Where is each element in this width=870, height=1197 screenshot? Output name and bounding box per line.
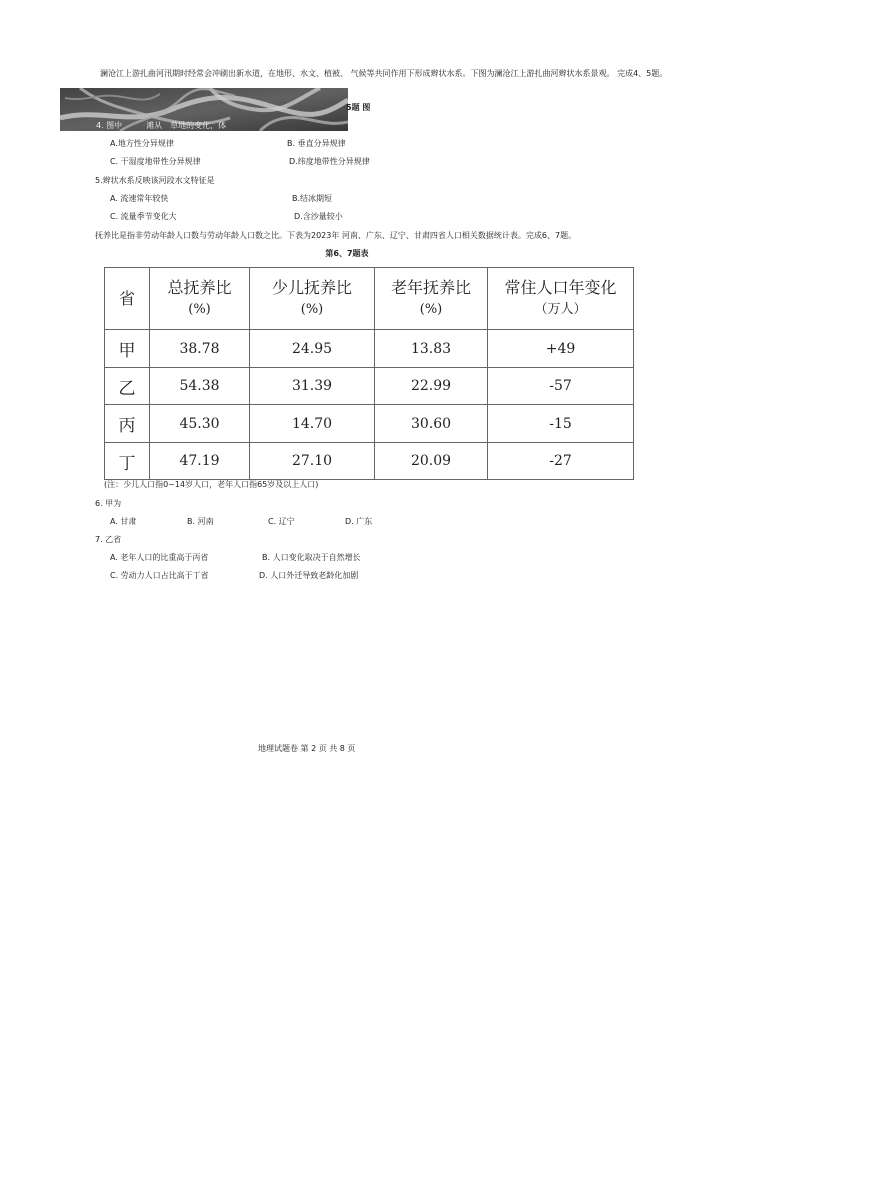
q4-option-b: B. 垂直分异规律 — [287, 139, 346, 148]
table-row — [105, 443, 634, 480]
cell-province: 甲 — [105, 330, 150, 368]
q4-option-a: A.地方性分异规律 — [110, 139, 174, 148]
cell-total-ratio: 54.38 — [150, 368, 250, 405]
table-row — [105, 405, 634, 443]
q7-option-c: C. 劳动力人口占比高于丁省 — [110, 571, 209, 580]
page-footer: 地理试题卷 第 2 页 共 8 页 — [258, 744, 356, 753]
header-elderly-ratio — [375, 268, 488, 330]
header-total-ratio — [150, 268, 250, 330]
cell-population-change: -27 — [488, 443, 634, 480]
table-caption: 第6、7题表 — [325, 249, 369, 258]
q6-option-a: A. 甘肃 — [110, 517, 137, 526]
header-province-title: 省 — [118, 288, 135, 308]
q5-option-b: B.结冰期短 — [292, 194, 333, 203]
q7-option-a: A. 老年人口的比重高于丙省 — [110, 553, 209, 562]
header-child-ratio — [250, 268, 375, 330]
q4-option-c: C. 干湿度地带性分异规律 — [110, 157, 201, 166]
cell-child-ratio: 31.39 — [250, 368, 375, 405]
table-row — [105, 368, 634, 405]
cell-total-ratio: 47.19 — [150, 443, 250, 480]
table-header-row — [105, 268, 634, 330]
cell-population-change: +49 — [488, 330, 634, 368]
q7-stem: 7. 乙省 — [95, 535, 122, 544]
q7-option-b: B. 人口变化取决于自然增长 — [262, 553, 361, 562]
q6-option-d: D. 广东 — [345, 517, 373, 526]
cell-elderly-ratio: 20.09 — [375, 443, 488, 480]
q6-option-b: B. 河南 — [187, 517, 214, 526]
header-child-ratio-title: 少儿抚养比 — [271, 277, 352, 297]
q5-option-d: D.含沙量较小 — [294, 212, 343, 221]
cell-province: 乙 — [105, 368, 150, 405]
q4-option-d: D.纬度地带性分异规律 — [289, 157, 370, 166]
q5-option-a: A. 流速常年较快 — [110, 194, 169, 203]
intro-q6-7: 抚养比是指非劳动年龄人口数与劳动年龄人口数之比。下表为2023年 河南、广东、辽宁、甘肃四省人口相关数据统计表。完成6、7题。 — [95, 231, 577, 240]
cell-child-ratio: 14.70 — [250, 405, 375, 443]
q7-option-d: D. 人口外迁导致老龄化加剧 — [259, 571, 359, 580]
cell-child-ratio: 24.95 — [250, 330, 375, 368]
q6-stem: 6. 甲为 — [95, 499, 122, 508]
header-total-ratio-unit: (%) — [188, 301, 211, 317]
q6-option-c: C. 辽宁 — [268, 517, 295, 526]
q5-option-c: C. 流量季节变化大 — [110, 212, 177, 221]
q4-stem: 4. 图中 滩从 草地的变化，体 — [96, 121, 227, 130]
cell-population-change: -57 — [488, 368, 634, 405]
cell-province: 丁 — [105, 443, 150, 480]
cell-total-ratio: 45.30 — [150, 405, 250, 443]
header-total-ratio-title: 总抚养比 — [167, 277, 232, 297]
header-elderly-ratio-unit: (%) — [419, 301, 443, 317]
table-note: (注：少儿人口指0~14岁人口，老年人口指65岁及以上人口) — [104, 480, 319, 489]
cell-elderly-ratio: 22.99 — [375, 368, 488, 405]
header-province — [105, 268, 150, 330]
cell-child-ratio: 27.10 — [250, 443, 375, 480]
header-child-ratio-unit: (%) — [300, 301, 324, 317]
cell-total-ratio: 38.78 — [150, 330, 250, 368]
cell-population-change: -15 — [488, 405, 634, 443]
intro-q4-5: 澜沧江上游扎曲河汛期时经常会冲刷出新水道，在地形、水文、植被、 气候等共同作用下形成辫状水系。下图为澜沧江上游扎曲河辫状水系景观。 完成4、5题。 — [100, 69, 668, 78]
cell-province: 丙 — [105, 405, 150, 443]
figure-caption: 5题 图 — [346, 103, 371, 112]
cell-elderly-ratio: 30.60 — [375, 405, 488, 443]
q5-stem: 5.辫状水系反映该河段水文特征是 — [95, 176, 215, 185]
header-population-change — [488, 268, 634, 330]
header-population-change-title: 常住人口年变化 — [504, 277, 617, 297]
header-population-change-unit: （万人） — [534, 301, 587, 317]
header-elderly-ratio-title: 老年抚养比 — [390, 277, 471, 297]
population-table — [104, 267, 634, 480]
table-row — [105, 330, 634, 368]
cell-elderly-ratio: 13.83 — [375, 330, 488, 368]
